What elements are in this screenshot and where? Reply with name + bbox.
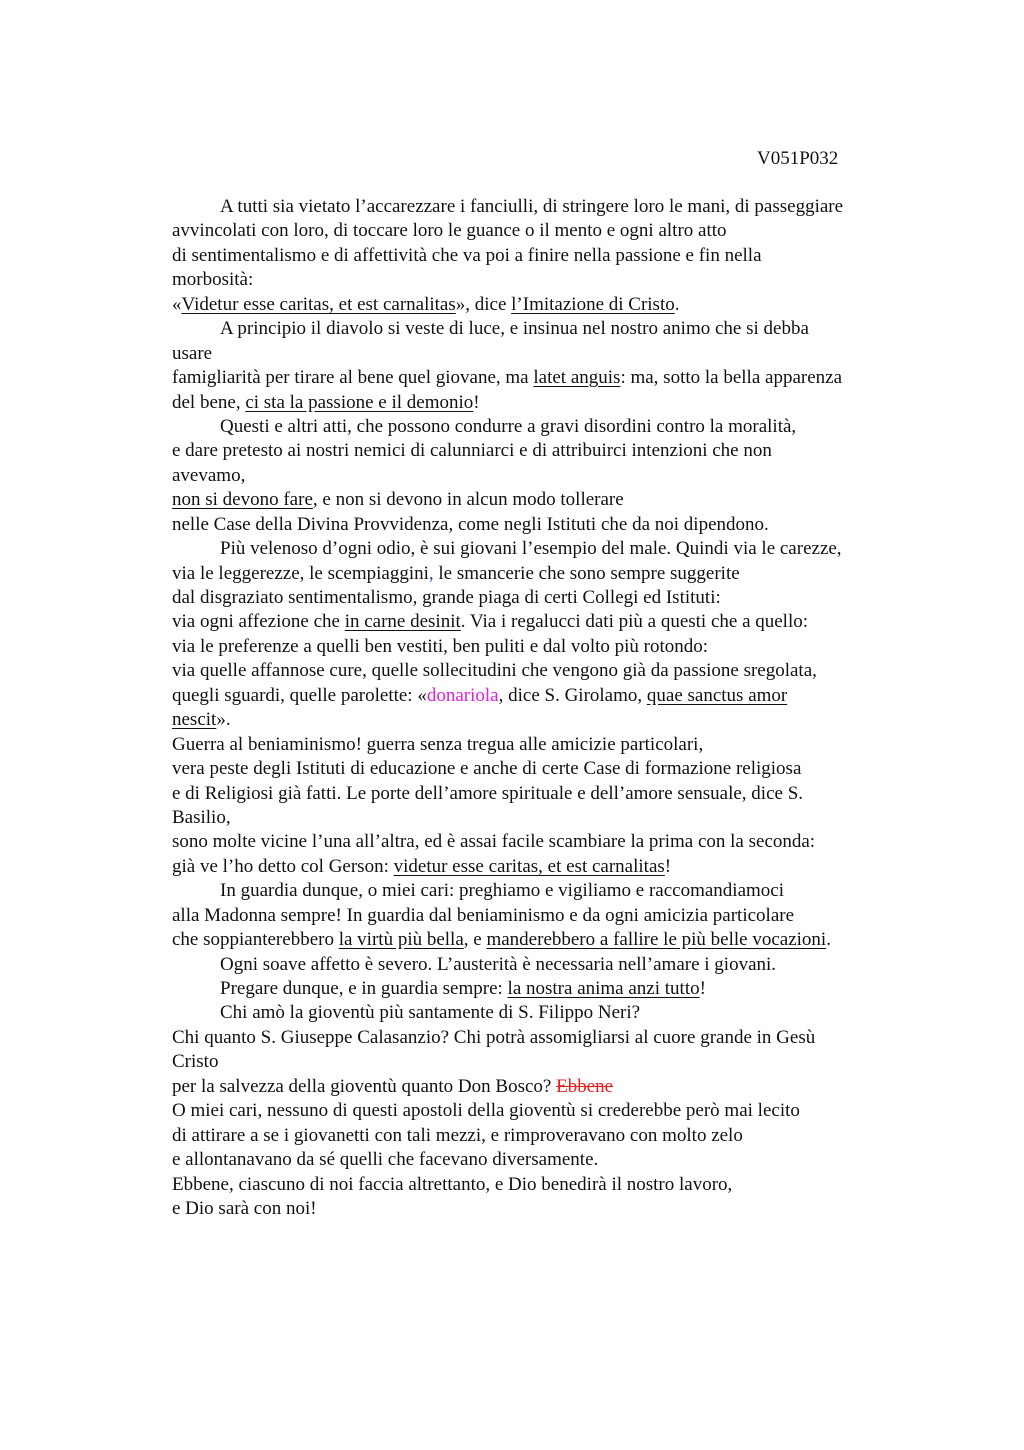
text-segment: e Dio sarà con noi!	[172, 1197, 317, 1219]
text-line	[172, 757, 912, 781]
text-line	[172, 635, 912, 659]
text-segment: via ogni affezione che	[172, 611, 345, 633]
text-line	[172, 855, 912, 879]
text-line	[172, 415, 912, 439]
text-segment: via quelle affannose cure, quelle sollecitudini che vengono già da passione sregolata,	[172, 660, 817, 682]
text-line	[172, 293, 912, 317]
text-line	[172, 488, 912, 512]
text-line	[172, 586, 912, 610]
text-line	[172, 708, 912, 732]
text-line	[172, 830, 912, 854]
text-segment: di attirare a se i giovanetti con tali mezzi, e rimproveravano con molto zelo	[172, 1124, 743, 1146]
text-line	[172, 1050, 912, 1074]
text-segment: del bene,	[172, 391, 246, 413]
underlined-text: in carne desinit	[344, 611, 461, 633]
text-line	[172, 195, 912, 219]
text-segment: !	[699, 978, 706, 999]
underlined-text: latet anguis	[533, 367, 621, 389]
text-segment: alla Madonna sempre! In guardia dal beniaminismo e da ogni amicizia particolare	[172, 904, 795, 926]
text-segment: Pregare dunque, e in guardia sempre:	[220, 978, 508, 999]
text-segment: via le preferenze a quelli ben vestiti, ben puliti e dal volto più rotondo:	[172, 635, 709, 657]
edited-mark: ,	[428, 562, 434, 584]
underlined-text: videtur esse caritas, et est carnalitas	[393, 855, 665, 877]
text-segment: . Via i regalucci dati più a questi che a quello:	[460, 611, 809, 633]
text-segment: avevamo,	[172, 464, 246, 486]
text-line	[172, 659, 912, 683]
underlined-text: l’Imitazione di Cristo	[511, 293, 675, 315]
text-segment: O miei cari, nessuno di questi apostoli della gioventù si crederebbe però mai lecito	[172, 1100, 800, 1122]
text-segment: A tutti sia vietato l’accarezzare i fanciulli, di stringere loro le mani, di passeggiare	[220, 196, 844, 217]
text-segment: Basilio,	[172, 806, 231, 828]
text-segment: Più velenoso d’ogni odio, è sui giovani l’esempio del male. Quindi via le carezze,	[220, 538, 842, 560]
text-segment: e dare pretesto ai nostri nemici di calunniarci e di attribuirci intenzioni che non	[172, 440, 772, 462]
text-segment: !	[664, 855, 672, 877]
text-segment: via le leggerezze, le scempiaggini	[172, 562, 429, 584]
text-line	[172, 977, 912, 1001]
text-line	[172, 782, 912, 806]
text-segment: per la salvezza della gioventù quanto Don Bosco?	[172, 1075, 557, 1097]
text-line	[172, 928, 912, 952]
text-line	[172, 1148, 912, 1172]
text-segment: , dice S. Girolamo,	[498, 684, 647, 706]
text-line	[172, 1099, 912, 1123]
text-segment: Chi amò la gioventù più santamente di S. Filippo Neri?	[220, 1002, 641, 1024]
text-line	[172, 219, 912, 243]
text-line	[172, 244, 912, 268]
text-line	[172, 391, 912, 415]
text-line	[172, 806, 912, 830]
text-line	[172, 366, 912, 390]
text-segment: morbosità:	[172, 269, 254, 291]
text-line	[172, 879, 912, 903]
text-segment: A principio il diavolo si veste di luce, e insinua nel nostro animo che si debba	[220, 318, 809, 340]
text-line	[172, 733, 912, 757]
text-segment: quegli sguardi, quelle parolette: «	[172, 684, 427, 706]
highlighted-text: donariola	[426, 684, 499, 706]
text-segment: », dice	[455, 293, 512, 315]
struck-text: Ebbene	[556, 1075, 614, 1097]
text-line	[172, 684, 912, 708]
text-line	[172, 953, 912, 977]
text-line	[172, 268, 912, 292]
text-line	[172, 1075, 912, 1099]
text-segment: di sentimentalismo e di affettività che va poi a finire nella passione e fin nella	[172, 244, 762, 266]
document-body	[172, 195, 912, 1221]
text-segment: avvincolati con loro, di toccare loro le guance o il mento e ogni altro atto	[172, 220, 727, 242]
text-segment: Ogni soave affetto è severo. L’austerità è necessaria nell’amare i giovani.	[220, 953, 777, 975]
text-segment: «	[172, 293, 182, 315]
underlined-text: non si devono fare	[172, 489, 313, 511]
text-line	[172, 439, 912, 463]
text-segment: vera peste degli Istituti di educazione e anche di certe Case di formazione religiosa	[172, 758, 802, 780]
text-segment: Ebbene, ciascuno di noi faccia altrettanto, e Dio benedirà il nostro lavoro,	[172, 1173, 733, 1195]
text-line	[172, 342, 912, 366]
text-segment: Chi quanto S. Giuseppe Calasanzio? Chi potrà assomigliarsi al cuore grande in Gesù	[172, 1026, 816, 1048]
text-line	[172, 562, 912, 586]
text-segment: le smancerie che sono sempre suggerite	[433, 562, 740, 584]
text-line	[172, 1026, 912, 1050]
text-segment: dal disgraziato sentimentalismo, grande piaga di certi Collegi ed Istituti:	[172, 587, 721, 608]
text-segment: usare	[172, 342, 213, 364]
underlined-text: la virtù più bella	[338, 929, 464, 951]
page-identifier: V051P032	[757, 148, 839, 169]
text-line	[172, 1001, 912, 1025]
underlined-text: la nostra anima anzi tutto	[507, 978, 700, 999]
text-segment: !	[473, 391, 480, 413]
underlined-text: manderebbero a fallire le più belle vocazioni	[486, 929, 827, 951]
text-segment: e di Religiosi già fatti. Le porte dell’amore spirituale e dell’amore sensuale, dice S.	[172, 782, 804, 804]
text-segment: già ve l’ho detto col Gerson:	[172, 855, 394, 877]
text-line	[172, 610, 912, 634]
text-segment: nelle Case della Divina Provvidenza, come negli Istituti che da noi dipendono.	[172, 513, 769, 535]
text-segment: Cristo	[172, 1051, 219, 1073]
text-line	[172, 464, 912, 488]
underlined-text: Videtur esse caritas, et est carnalitas	[181, 293, 456, 315]
text-segment: .	[826, 929, 831, 951]
text-line	[172, 1197, 912, 1221]
text-segment: e allontanavano da sé quelli che facevano diversamente.	[172, 1149, 599, 1171]
text-segment: ».	[216, 709, 231, 731]
text-segment: .	[674, 293, 680, 315]
text-segment: sono molte vicine l’una all’altra, ed è assai facile scambiare la prima con la seconda:	[172, 831, 816, 853]
underlined-text: ci sta la passione e il demonio	[245, 391, 474, 413]
text-segment: , e non si devono in alcun modo tollerare	[312, 489, 624, 511]
text-segment: famigliarità per tirare al bene quel giovane, ma	[172, 367, 534, 389]
text-segment: : ma, sotto la bella apparenza	[620, 367, 843, 389]
text-segment: Questi e altri atti, che possono condurre a gravi disordini contro la moralità,	[220, 415, 797, 437]
text-line	[172, 1173, 912, 1197]
underlined-text: nescit	[172, 709, 217, 731]
text-segment: Guerra al beniaminismo! guerra senza tregua alle amicizie particolari,	[172, 733, 704, 755]
text-segment: che soppianterebbero	[172, 929, 339, 951]
underlined-text: quae sanctus amor	[646, 684, 788, 706]
text-segment: In guardia dunque, o miei cari: preghiamo e vigiliamo e raccomandiamoci	[220, 880, 784, 902]
text-segment: , e	[463, 929, 487, 951]
text-line	[172, 1124, 912, 1148]
text-line	[172, 513, 912, 537]
text-line	[172, 904, 912, 928]
text-line	[172, 317, 912, 341]
text-line	[172, 537, 912, 561]
